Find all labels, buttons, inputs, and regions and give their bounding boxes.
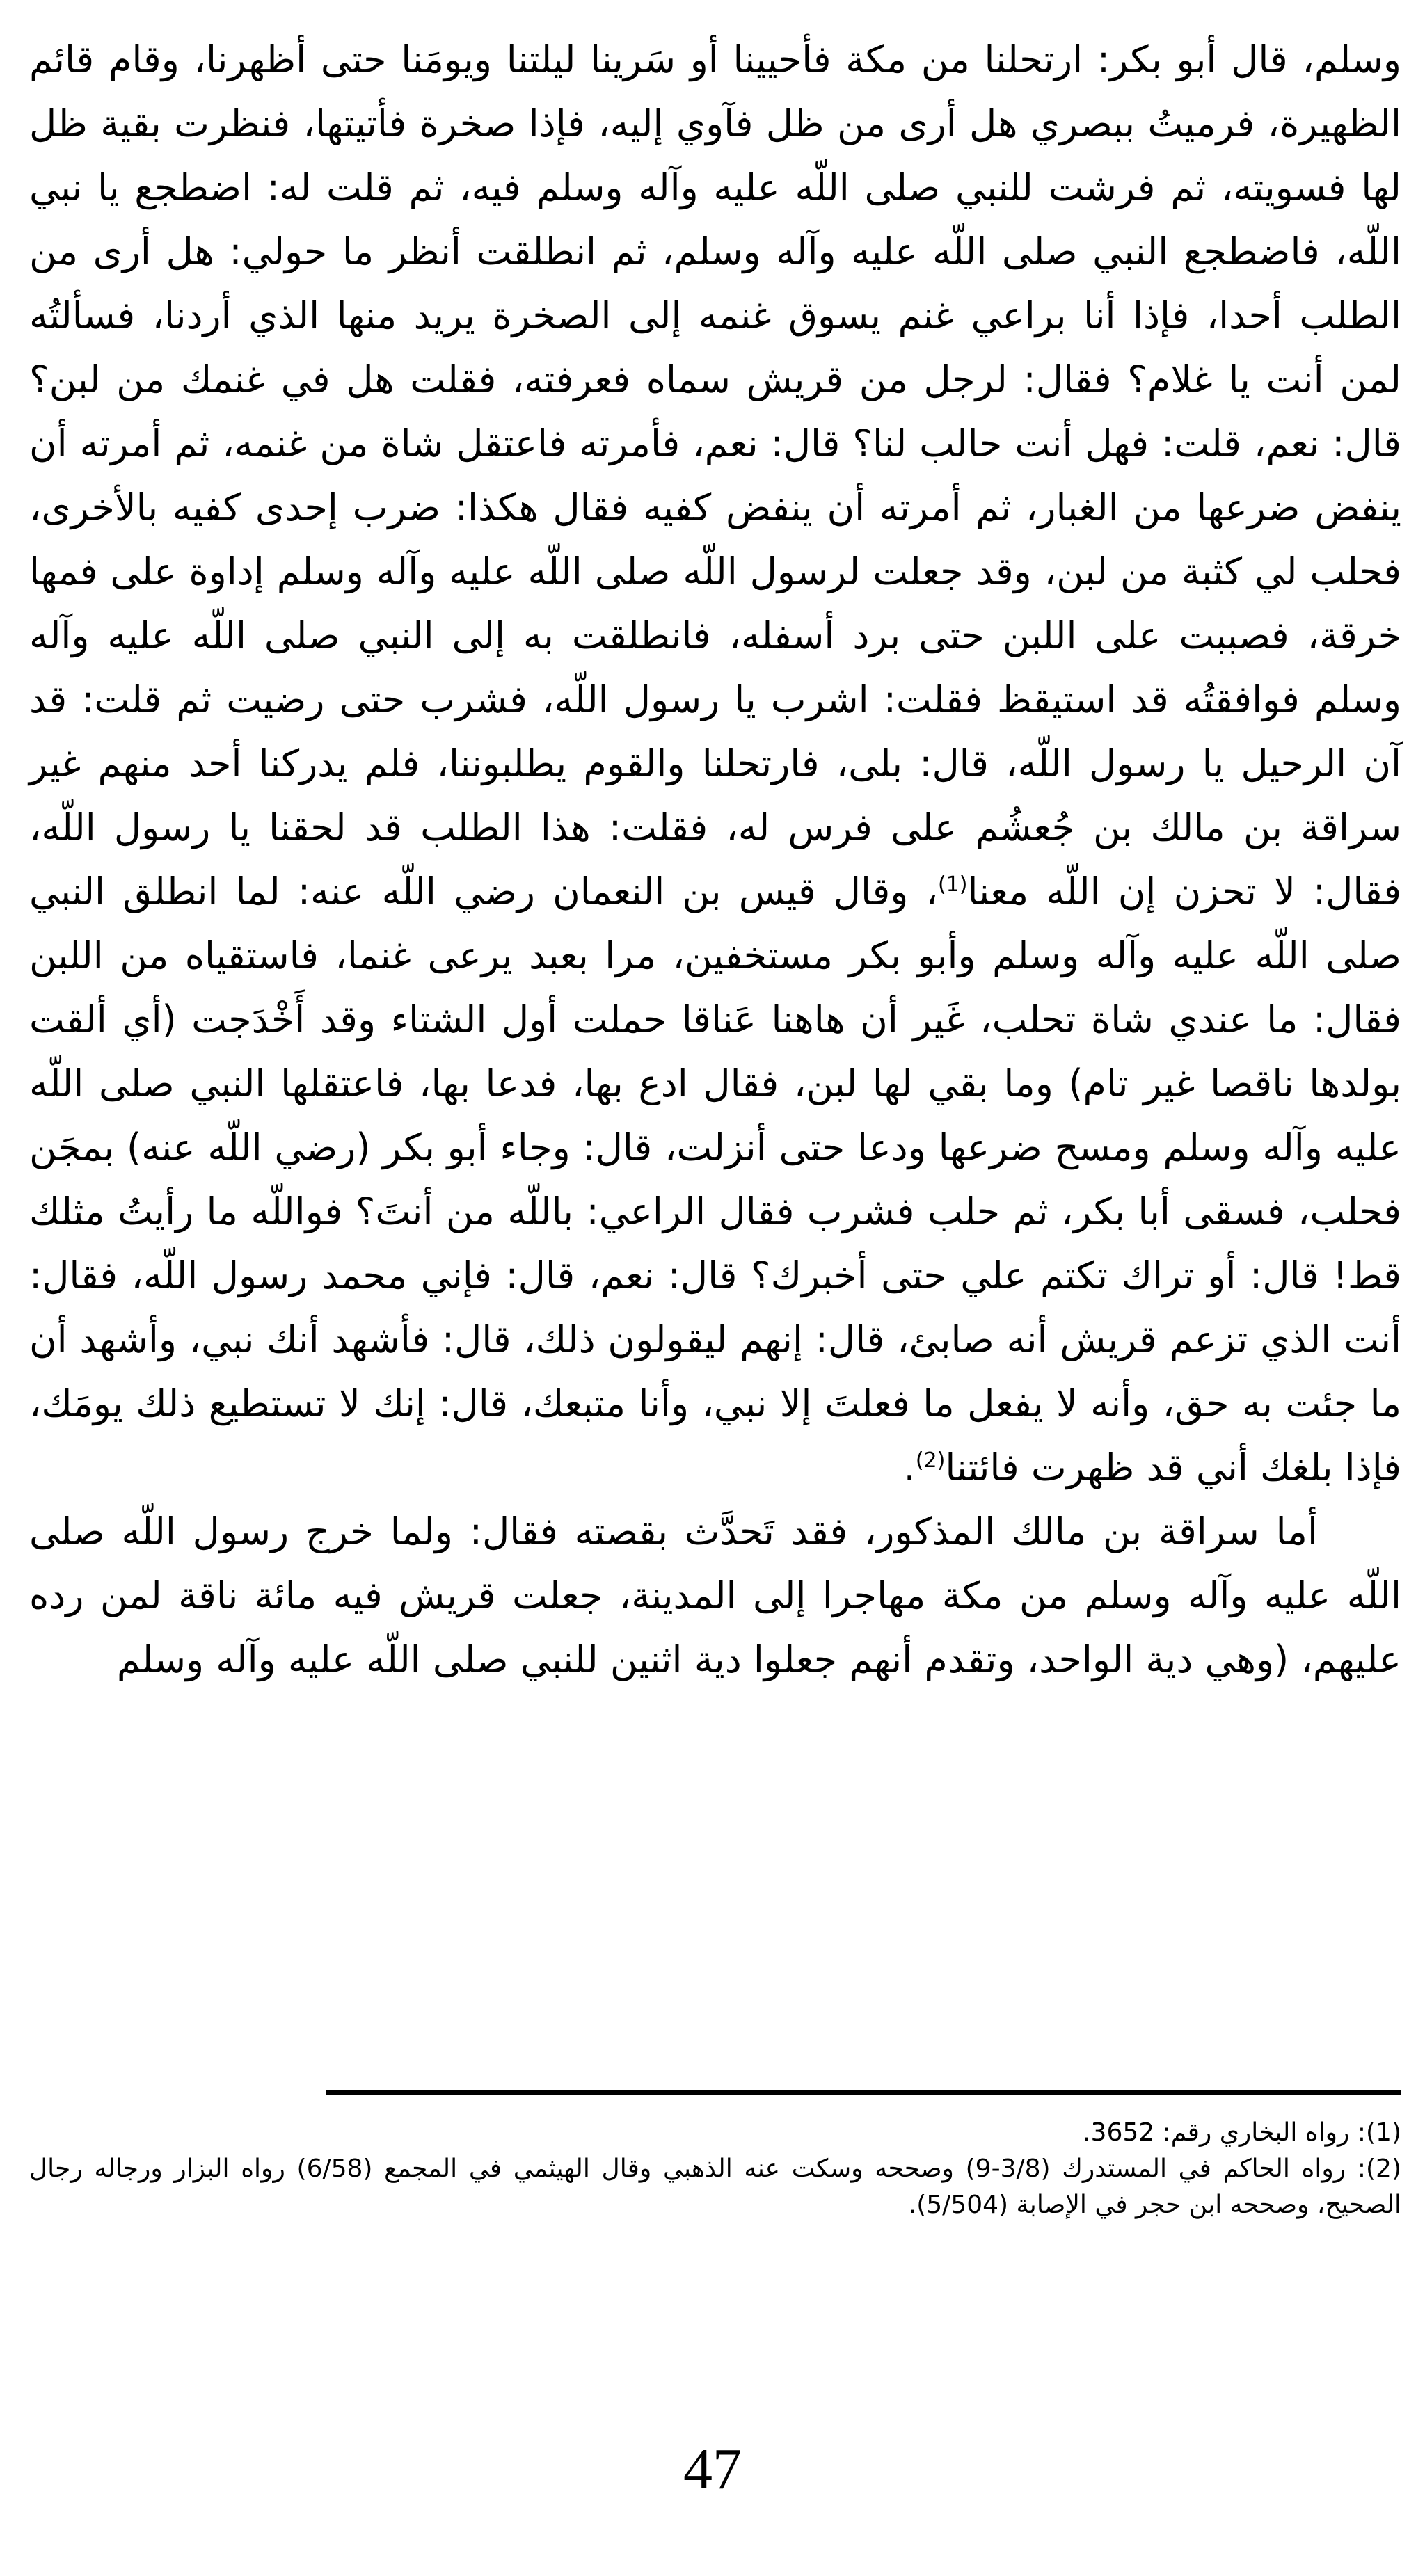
paragraph-1 (29, 28, 1401, 1500)
footnote-divider (326, 2090, 1401, 2095)
footnotes (29, 2115, 1401, 2223)
footnote-1: (1): رواه البخاري رقم: 3652. (1083, 2118, 1401, 2147)
footnote-ref-2: (2) (915, 1448, 946, 1473)
paragraph-1-continued: ، وقال قيس بن النعمان رضي اللّه عنه: لما انطلق النبي صلى اللّه عليه وآله وسلم وأبو بكر مستخفين، مرا بعبد يرعى غنما، فاستقياه من اللبن فقال: ما عندي شاة تحلب، غَير أن هاهنا عَناقا حملت أول الشتاء وقد أَخْدَجت (أي ألقت بولدها ناقصا غير تام) وما بقي لها لبن، فقال ادع بها، فدعا بها، فاعتقلها النبي صلى اللّه عليه وآله وسلم ومسح ضرعها ودعا حتى أنزلت، قال: وجاء أبو بكر (رضي اللّه عنه) بمجَن فحلب، فسقى أبا بكر، ثم حلب فشرب فقال الراعي: باللّه من أنتَ؟ فواللّه ما رأيتُ مثلك قط! قال: أو تراك تكتم علي حتى أخبرك؟ قال: نعم، قال: فإني محمد رسول اللّه، فقال: أنت الذي تزعم قريش أنه صابئ، قال: إنهم ليقولون ذلك، قال: فأشهد أنك نبي، وأشهد أن ما جئت به حق، وأنه لا يفعل ما فعلتَ إلا نبي، وأنا متبعك، قال: إنك لا تستطيع ذلك يومَك، فإذا بلغك أني قد ظهرت فائتنا (29, 870, 1401, 1489)
paragraph-1-end: . (903, 1446, 916, 1489)
main-text (29, 28, 1401, 1692)
footnote-2: (2): رواه الحاكم في المستدرك (3/8-9) وصححه وسكت عنه الذهبي وقال الهيثمي في المجمع (6/58) رواه البزار ورجاله رجال الصحيح، وصححه ابن حجر في الإصابة (5/504). (29, 2154, 1401, 2219)
page-number: 47 (683, 2437, 742, 2502)
footnote-ref-1: (1) (937, 872, 968, 897)
paragraph-1-text: وسلم، قال أبو بكر: ارتحلنا من مكة فأحيينا أو سَرينا ليلتنا ويومَنا حتى أظهرنا، وقام قائم الظهيرة، فرميتُ ببصري هل أرى من ظل فآوي إليه، فإذا صخرة فأتيتها، فنظرت بقية ظل لها فسويته، ثم فرشت للنبي صلى اللّه عليه وآله وسلم فيه، ثم قلت له: اضطجع يا نبي اللّه، فاضطجع النبي صلى اللّه عليه وآله وسلم، ثم انطلقت أنظر ما حولي: هل أرى من الطلب أحدا، فإذا أنا براعي غنم يسوق غنمه إلى الصخرة يريد منها الذي أردنا، فسألتُه لمن أنت يا غلام؟ فقال: لرجل من قريش سماه فعرفته، فقلت هل في غنمك من لبن؟ قال: نعم، قلت: فهل أنت حالب لنا؟ قال: نعم، فأمرته فاعتقل شاة من غنمه، ثم أمرته أن ينفض ضرعها من الغبار، ثم أمرته أن ينفض كفيه فقال هكذا: ضرب إحدى كفيه بالأخرى، فحلب لي كثبة من لبن، وقد جعلت لرسول اللّه صلى اللّه عليه وآله وسلم إداوة على فمها خرقة، فصببت على اللبن حتى برد أسفله، فانطلقت به إلى النبي صلى اللّه عليه وآله وسلم فوافقتُه قد استيقظ فقلت: اشرب يا رسول اللّه، فشرب حتى رضيت ثم قلت: قد آن الرحيل يا رسول اللّه، قال: بلى، فارتحلنا والقوم يطلبوننا، فلم يدركنا أحد منهم غير سراقة بن مالك بن جُعشُم على فرس له، فقلت: هذا الطلب قد لحقنا يا رسول اللّه، فقال: لا تحزن إن اللّه معنا (29, 38, 1402, 913)
paragraph-2: أما سراقة بن مالك المذكور، فقد تَحدَّث بقصته فقال: ولما خرج رسول اللّه صلى اللّه عليه وآله وسلم من مكة مهاجرا إلى المدينة، جعلت قريش فيه مائة ناقة لمن رده عليهم، (وهي دية الواحد، وتقدم أنهم جعلوا دية اثنين للنبي صلى اللّه عليه وآله وسلم (29, 1510, 1401, 1681)
